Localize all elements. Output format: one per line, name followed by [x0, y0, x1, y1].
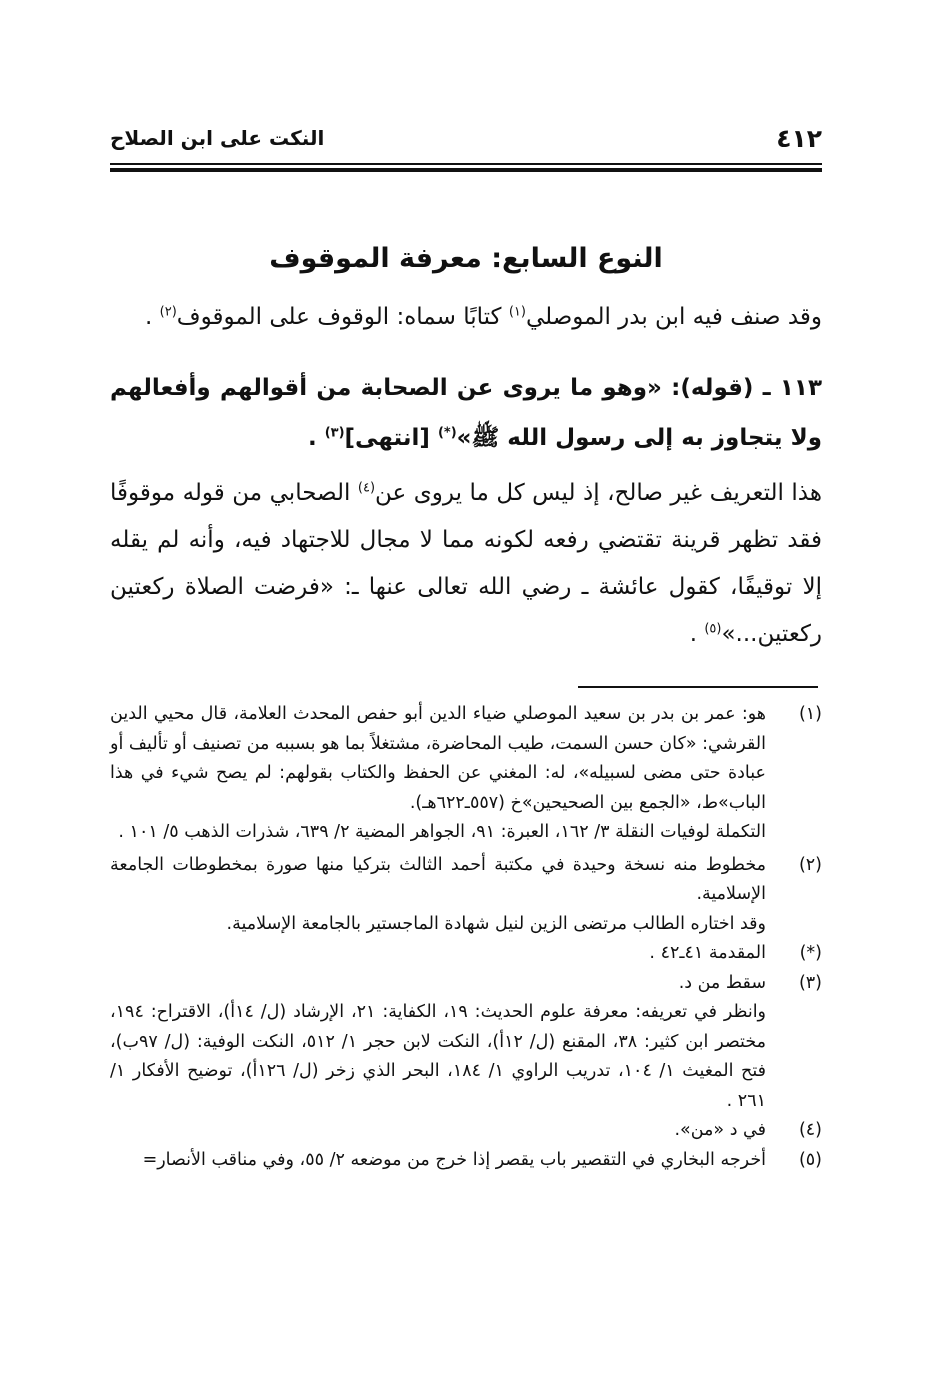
footnote-ref-4: (٤)	[357, 480, 376, 496]
footnote-4	[110, 1116, 822, 1146]
footnotes	[110, 700, 822, 1175]
footnote-mark: (٢)	[798, 854, 822, 875]
footnote-mark: (١)	[798, 704, 822, 724]
footnotes-separator	[578, 686, 818, 688]
footnote-ref-star: (*)	[437, 425, 457, 441]
footnote-2	[110, 851, 822, 940]
intro-text-c: .	[145, 304, 160, 330]
body-text-c: .	[689, 621, 705, 647]
footnote-text: وانظر في تعريفه: معرفة علوم الحديث: ١٩، الكفاية: ٢١، الإرشاد (ل/ ١٤أ)، الاقتراح: ١٩٤، مختصر ابن كثير: ٣٨، المقنع (ل/ ١٢أ)، النكت لابن حجر ١/ ٥١٢، النكت الوفية: (ل/ ٩٧ب)، فتح المغيث ١/ ١٠٤، تدريب الراوي ١/ ١٨٤، البحر الذي زخر (ل/ ١٢٦أ)، توضيح الأفكار ١/ ٢٦١ .	[110, 1002, 767, 1111]
quote-paragraph	[110, 363, 822, 463]
footnote-ref-1: (١)	[508, 304, 526, 320]
footnote-text: المقدمة ٤١ـ٤٢ .	[649, 943, 766, 963]
footnote-ref-2: (٢)	[159, 304, 177, 320]
footnote-mark: (٥)	[798, 1149, 822, 1170]
footnote-text: وقد اختاره الطالب مرتضى الزين لنيل شهادة الماجستير بالجامعة الإسلامية.	[226, 913, 766, 934]
footnote-text: في د «من».	[674, 1120, 766, 1140]
footnote-text: هو: عمر بن بدر بن سعيد الموصلي ضياء الدين أبو حفص المحدث العلامة، قال محيي الدين القرشي: «كان حسن السمت، طيب المحاضرة، مشتغلاً بما هو بسببه من تصنيف أو تأليف أو عبادة حتى مضى لسبيله»، له: المغني عن الحفظ والكتاب بقولهم: لم يصح شيء في هذا الباب»ط، «الجمع بين الصحيحين»خ (٥٥٧ـ٦٢٢هـ).	[110, 704, 766, 813]
footnote-1	[110, 700, 822, 848]
footnote-text: مخطوط منه نسخة وحيدة في مكتبة أحمد الثالث بتركيا منها صورة بمخطوطات الجامعة الإسلامية.	[110, 854, 766, 904]
intro-text-a: وقد صنف فيه ابن بدر الموصلي	[525, 304, 822, 330]
quote-text-c: .	[307, 425, 325, 451]
body-paragraph	[110, 470, 822, 658]
footnote-ref-5: (٥)	[704, 621, 722, 637]
quote-text-b: [انتهى]	[344, 425, 438, 451]
footnote-3	[110, 969, 822, 1117]
footnote-star	[110, 939, 822, 969]
body-text-a: هذا التعريف غير صالح، إذ ليس كل ما يروى عن	[375, 480, 822, 506]
intro-text-b: كتابًا سماه: الوقوف على الموقوف	[176, 304, 509, 330]
running-header	[110, 122, 822, 156]
header-rule-thick	[110, 168, 822, 172]
section-heading: النوع السابع: معرفة الموقوف	[269, 243, 663, 274]
header-rule-thin	[110, 163, 822, 165]
footnote-ref-3: (٣)	[324, 425, 345, 441]
footnote-text: سقط من د.	[678, 972, 766, 993]
footnote-mark: (٤)	[798, 1120, 822, 1140]
footnote-text: أخرجه البخاري في التقصير باب يقصر إذا خرج من موضعه ٢/ ٥٥، وفي مناقب الأنصار=	[142, 1149, 766, 1170]
footnote-mark: (*)	[799, 943, 822, 963]
page-number: ٤١٢	[776, 124, 822, 153]
quote-text-a: ١١٣ ـ (قوله): «وهو ما يروى عن الصحابة من أقوالهم وأفعالهم ولا يتجاوز به إلى رسول الله ﷺ»	[110, 375, 822, 451]
running-title: النكت على ابن الصلاح	[110, 126, 325, 150]
intro-paragraph	[110, 304, 822, 330]
footnote-mark: (٣)	[798, 972, 822, 993]
body-text-b: الصحابي من قوله موقوفًا فقد تظهر قرينة تقتضي رفعه لكونه مما لا مجال للاجتهاد فيه، وأنه لم يقله إلا توقيفًا، كقول عائشة ـ رضي الله تعالى عنها ـ: «فرضت الصلاة ركعتين ركعتين...»	[110, 480, 822, 647]
footnote-5	[110, 1146, 822, 1176]
footnote-text: التكملة لوفيات النقلة ٣/ ١٦٢، العبرة: ٩١، الجواهر المضية ٢/ ٦٣٩، شذرات الذهب ٥/ ١٠١ .	[118, 822, 766, 842]
